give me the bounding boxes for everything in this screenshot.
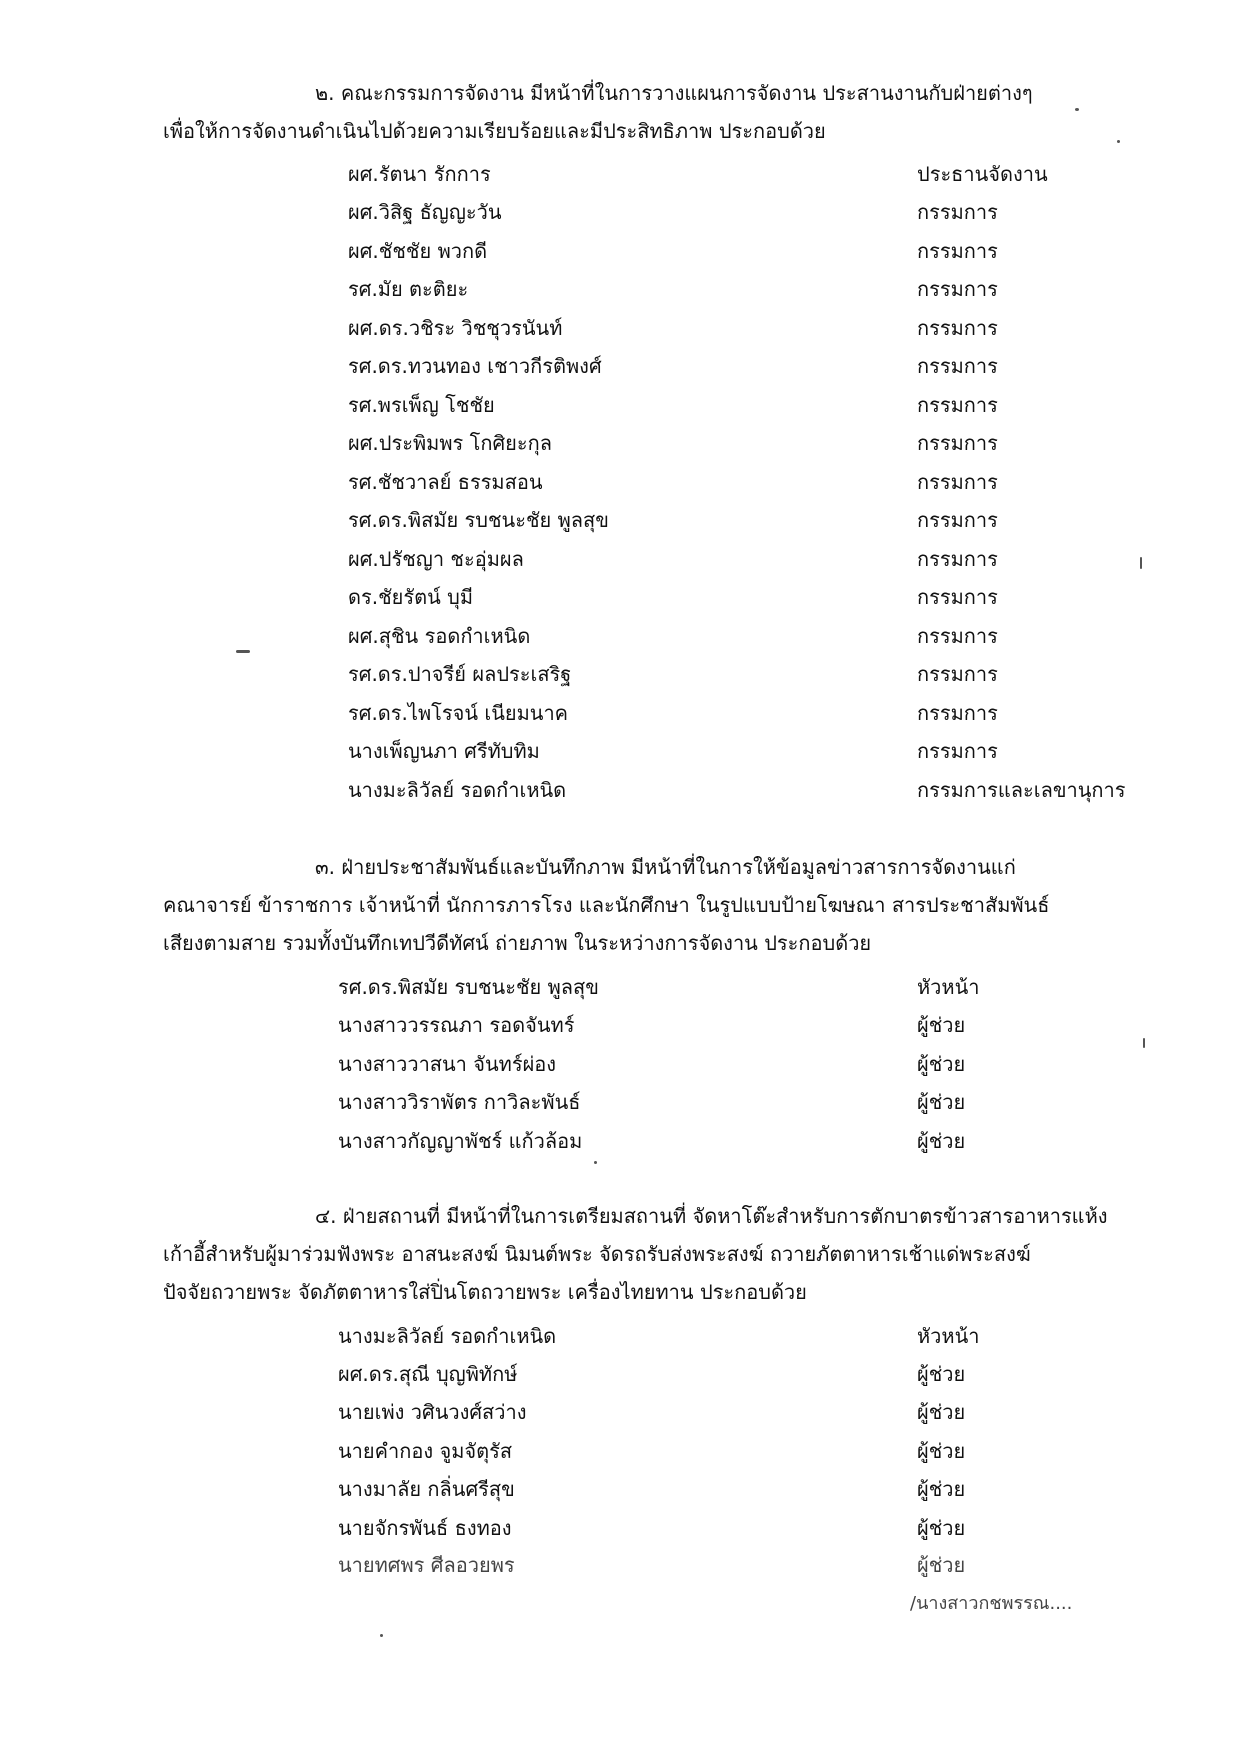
section4-intro-line3: ปัจจัยถวายพระ จัดภัตตาหารใส่ปิ่นโตถวายพระ เครื่องไทยทาน ประกอบด้วย — [163, 1280, 807, 1304]
section2-member-name: นางเพ็ญนภา ศรีทับทิม — [348, 739, 540, 763]
section2-member-role: กรรมการ — [917, 624, 998, 648]
section3-intro-line3: เสียงตามสาย รวมทั้งบันทึกเทปวีดีทัศน์ ถ่ายภาพ ในระหว่างการจัดงาน ประกอบด้วย — [163, 931, 872, 955]
section4-intro-line2: เก้าอี้สำหรับผู้มาร่วมฟังพระ อาสนะสงฆ์ นิมนต์พระ จัดรถรับส่งพระสงฆ์ ถวายภัตตาหารเช้าแด่พระสงฆ์ — [163, 1242, 1031, 1266]
section4-member-name: นายเพ่ง วศินวงศ์สว่าง — [338, 1400, 527, 1424]
section2-member-name: รศ.พรเพ็ญ โชชัย — [348, 393, 495, 417]
section2-member-name: รศ.ชัชวาลย์ ธรรมสอน — [348, 470, 543, 494]
section3-intro-line1: ๓. ฝ่ายประชาสัมพันธ์และบันทึกภาพ มีหน้าที่ในการให้ข้อมูลข่าวสารการจัดงานแก่ — [315, 855, 1016, 879]
section2-member-name: ผศ.ดร.วชิระ วิชชุวรนันท์ — [348, 316, 563, 340]
section3-member-role: ผู้ช่วย — [917, 1090, 966, 1114]
scan-speck — [236, 650, 250, 653]
section2-member-role: กรรมการ — [917, 200, 998, 224]
section4-member-role: ผู้ช่วย — [917, 1400, 966, 1424]
section2-member-name: รศ.ดร.ปาจรีย์ ผลประเสริฐ — [348, 662, 572, 686]
section3-member-role: ผู้ช่วย — [917, 1052, 966, 1076]
section2-member-name: ผศ.วิสิฐ ธัญญะวัน — [348, 200, 502, 224]
section2-member-role: กรรมการ — [917, 354, 998, 378]
section4-member-name: นายจักรพันธ์ ธงทอง — [338, 1516, 512, 1540]
section2-member-role: กรรมการและเลขานุการ — [917, 778, 1126, 802]
section4-member-role: ผู้ช่วย — [917, 1477, 966, 1501]
section4-member-role: ผู้ช่วย — [917, 1516, 966, 1540]
section3-member-name: รศ.ดร.พิสมัย รบชนะชัย พูลสุข — [338, 975, 599, 999]
section2-member-role: ประธานจัดงาน — [917, 162, 1048, 186]
continuation-note: /นางสาวกชพรรณ.... — [910, 1593, 1073, 1614]
section2-member-name: นางมะลิวัลย์ รอดกำเหนิด — [348, 778, 567, 802]
section2-member-role: กรรมการ — [917, 701, 998, 725]
scan-speck — [1143, 1038, 1145, 1048]
section4-member-role: หัวหน้า — [917, 1324, 980, 1348]
section3-member-role: หัวหน้า — [917, 975, 980, 999]
section2-member-name: รศ.ดร.ไพโรจน์ เนียมนาค — [348, 701, 569, 725]
section2-member-role: กรรมการ — [917, 508, 998, 532]
section2-member-name: ผศ.สุชิน รอดกำเหนิด — [348, 624, 531, 648]
section3-member-name: นางสาววรรณภา รอดจันทร์ — [338, 1013, 575, 1037]
section2-member-role: กรรมการ — [917, 316, 998, 340]
section4-member-name: นายทศพร ศีลอวยพร — [338, 1553, 515, 1577]
section4-member-role: ผู้ช่วย — [917, 1362, 966, 1386]
section3-member-role: ผู้ช่วย — [917, 1129, 966, 1153]
section4-member-name: นายคำกอง จูมจัตุรัส — [338, 1439, 513, 1463]
scan-speck — [594, 1161, 597, 1164]
section4-member-name: นางมะลิวัลย์ รอดกำเหนิด — [338, 1324, 557, 1348]
section3-member-role: ผู้ช่วย — [917, 1013, 966, 1037]
section4-member-role: ผู้ช่วย — [917, 1553, 966, 1577]
section2-member-name: ดร.ชัยรัตน์ บุมี — [348, 585, 474, 609]
section3-member-name: นางสาวกัญญาพัชร์ แก้วล้อม — [338, 1129, 583, 1153]
section4-member-name: ผศ.ดร.สุณี บุญพิทักษ์ — [338, 1362, 518, 1386]
section2-member-name: ผศ.ปรัชญา ชะอุ่มผล — [348, 547, 524, 571]
section3-member-name: นางสาววิราพัตร กาวิละพันธ์ — [338, 1090, 581, 1114]
section4-member-role: ผู้ช่วย — [917, 1439, 966, 1463]
section2-member-name: รศ.ดร.พิสมัย รบชนะชัย พูลสุข — [348, 508, 609, 532]
section2-member-role: กรรมการ — [917, 277, 998, 301]
section2-member-role: กรรมการ — [917, 547, 998, 571]
scan-speck — [1075, 108, 1079, 111]
section2-member-role: กรรมการ — [917, 393, 998, 417]
section2-intro-line1: ๒. คณะกรรมการจัดงาน มีหน้าที่ในการวางแผนการจัดงาน ประสานงานกับฝ่ายต่างๆ — [315, 81, 1033, 105]
section4-member-name: นางมาลัย กลิ่นศรีสุข — [338, 1477, 515, 1501]
section2-member-role: กรรมการ — [917, 585, 998, 609]
section2-member-role: กรรมการ — [917, 739, 998, 763]
section2-member-name: ผศ.ชัชชัย พวกดี — [348, 239, 488, 263]
scan-speck — [1117, 140, 1120, 143]
section2-intro-line2: เพื่อให้การจัดงานดำเนินไปด้วยความเรียบร้อยและมีประสิทธิภาพ ประกอบด้วย — [163, 119, 826, 143]
section2-member-name: รศ.ดร.ทวนทอง เชาวกีรติพงศ์ — [348, 354, 602, 378]
section2-member-role: กรรมการ — [917, 662, 998, 686]
scan-speck — [1140, 557, 1142, 569]
section3-member-name: นางสาววาสนา จันทร์ผ่อง — [338, 1052, 557, 1076]
scan-speck — [380, 1634, 383, 1637]
section3-intro-line2: คณาจารย์ ข้าราชการ เจ้าหน้าที่ นักการภารโรง และนักศึกษา ในรูปแบบป้ายโฆษณา สารประชาสัมพันธ์ — [163, 893, 1050, 917]
section2-member-name: ผศ.ประพิมพร โกศิยะกุล — [348, 431, 552, 455]
section2-member-role: กรรมการ — [917, 470, 998, 494]
section4-intro-line1: ๔. ฝ่ายสถานที่ มีหน้าที่ในการเตรียมสถานที่ จัดหาโต๊ะสำหรับการตักบาตรข้าวสารอาหารแห้ง — [315, 1204, 1108, 1228]
section2-member-name: รศ.มัย ตะติยะ — [348, 277, 469, 301]
section2-member-role: กรรมการ — [917, 431, 998, 455]
section2-member-name: ผศ.รัตนา รักการ — [348, 162, 491, 186]
section2-member-role: กรรมการ — [917, 239, 998, 263]
